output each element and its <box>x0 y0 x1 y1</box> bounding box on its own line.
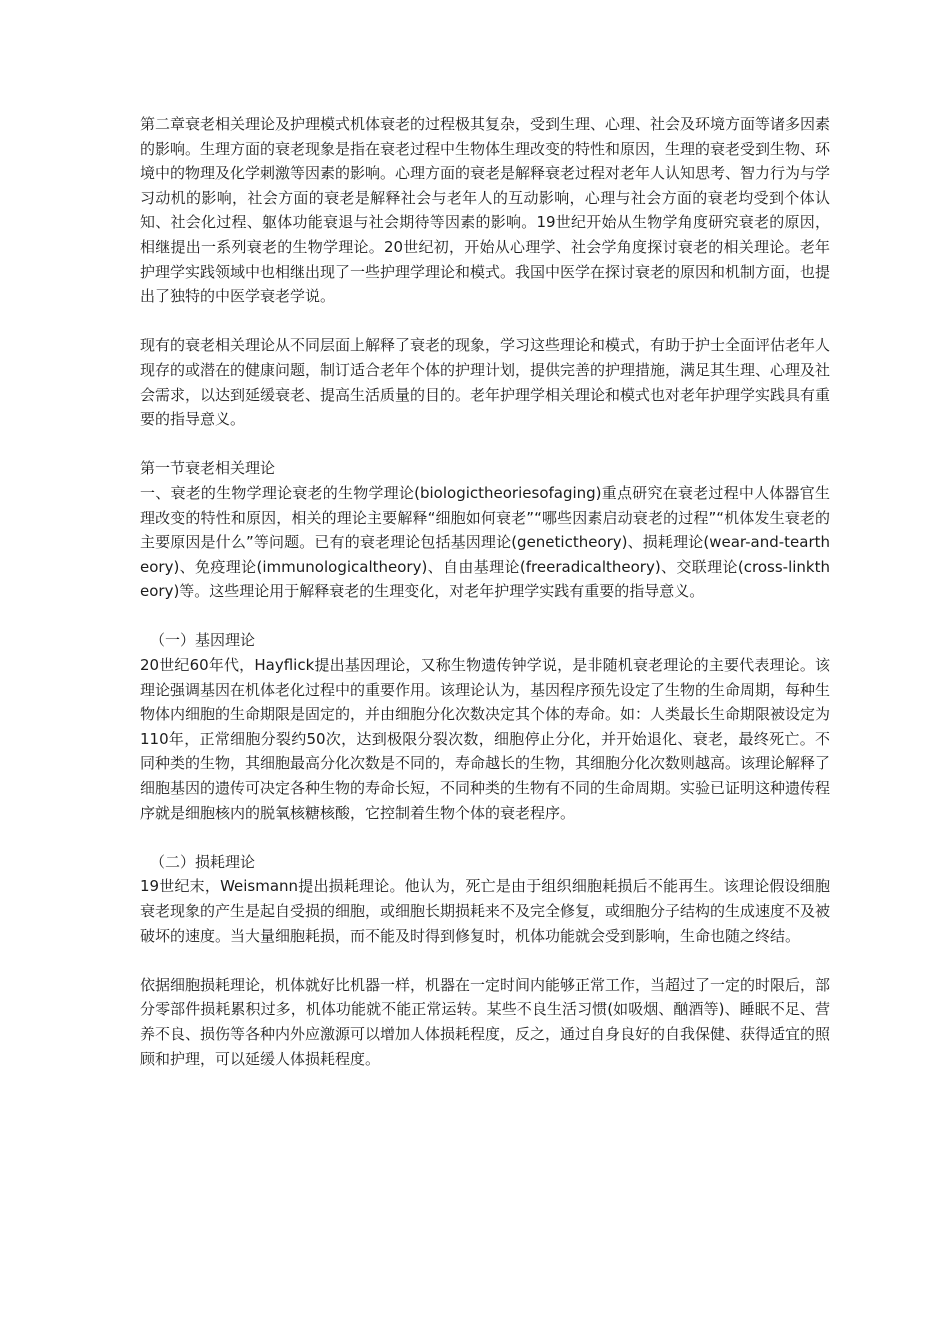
paragraph-spacer <box>140 948 830 973</box>
subsection-title-wear-theory: （二）损耗理论 <box>150 852 256 871</box>
subsection-title-gene-theory: （一）基因理论 <box>150 631 256 650</box>
intro-paragraph-1: 第二章衰老相关理论及护理模式机体衰老的过程极其复杂，受到生理、心理、社会及环境方面等诸多因素的影响。生理方面的衰老现象是指在衰老过程中生物体生理改变的特性和原因，生理的衰老受到生物、环境中的物理及化学刺激等因素的影响。心理方面的衰老是解释衰老过程对老年人认知思考、智力行为与学习动机的影响，社会方面的衰老是解释社会与老年人的互动影响，心理与社会方面的衰老均受到个体认知、社会化过程、躯体功能衰退与社会期待等因素的影响。19世纪开始从生物学角度研究衰老的原因，相继提出一系列衰老的生物学理论。20世纪初，开始从心理学、社会学角度探讨衰老的相关理论。老年护理学实践领域中也相继出现了一些护理学理论和模式。我国中医学在探讨衰老的原因和机制方面，也提出了独特的中医学衰老学说。 <box>140 115 831 306</box>
intro-paragraph-2: 现有的衰老相关理论从不同层面上解释了衰老的现象，学习这些理论和模式，有助于护士全面评估老年人现存的或潜在的健康问题，制订适合老年个体的护理计划，提供完善的护理措施，满足其生理、心理及社会需求，以达到延缓衰老、提高生活质量的目的。老年护理学相关理论和模式也对老年护理学实践具有重要的指导意义。 <box>140 336 831 429</box>
section-paragraph: 一、衰老的生物学理论衰老的生物学理论(biologictheoriesofaging)重点研究在衰老过程中人体器官生理改变的特性和原因，相关的理论主要解释“细胞如何衰老”“哪些因素启动衰老的过程”“机体发生衰老的主要原因是什么”等问题。已有的衰老理论包括基因理论(genetictheory)、损耗理论(wear-and-teartheory)、免疫理论(immunologicaltheory)、自由基理论(freeradicaltheory)、交联理论(cross-linktheory)等。这些理论用于解释衰老的生理变化，对老年护理学实践有重要的指导意义。 <box>140 483 830 601</box>
document-page <box>140 112 830 1071</box>
paragraph-spacer <box>140 309 830 334</box>
subsection-paragraph-wear-theory-1: 19世纪末，Weismann提出损耗理论。他认为，死亡是由于组织细胞耗损后不能再生。该理论假设细胞衰老现象的产生是起自受损的细胞，或细胞长期损耗来不及完全修复，或细胞分子结构的生成速度不及被破坏的速度。当大量细胞耗损，而不能及时得到修复时，机体功能就会受到影响，生命也随之终结。 <box>140 877 831 945</box>
paragraph-spacer <box>140 604 830 629</box>
subsection-paragraph-gene-theory: 20世纪60年代，Hayflick提出基因理论，又称生物遗传钟学说，是非随机衰老理论的主要代表理论。该理论强调基因在机体老化过程中的重要作用。该理论认为，基因程序预先设定了生物的生命周期，每种生物体内细胞的生命期限是固定的，并由细胞分化次数决定其个体的寿命。如：人类最长生命期限被设定为110年，正常细胞分裂约50次，达到极限分裂次数，细胞停止分化，并开始退化、衰老，最终死亡。不同种类的生物，其细胞最高分化次数是不同的，寿命越长的生物，其细胞分化次数则越高。该理论解释了细胞基因的遗传可决定各种生物的寿命长短，不同种类的生物有不同的生命周期。实验已证明这种遗传程序就是细胞核内的脱氧核糖核酸，它控制着生物个体的衰老程序。 <box>140 656 831 822</box>
paragraph-spacer <box>140 432 830 457</box>
subsection-paragraph-wear-theory-2: 依据细胞损耗理论，机体就好比机器一样，机器在一定时间内能够正常工作，当超过了一定的时限后，部分零部件损耗累积过多，机体功能就不能正常运转。某些不良生活习惯(如吸烟、酗酒等)、睡眠不足、营养不良、损伤等各种内外应激源可以增加人体损耗程度，反之，通过自身良好的自我保健、获得适宜的照顾和护理，可以延缓人体损耗程度。 <box>140 975 831 1068</box>
section-title: 第一节衰老相关理论 <box>140 459 276 478</box>
paragraph-spacer <box>140 825 830 850</box>
